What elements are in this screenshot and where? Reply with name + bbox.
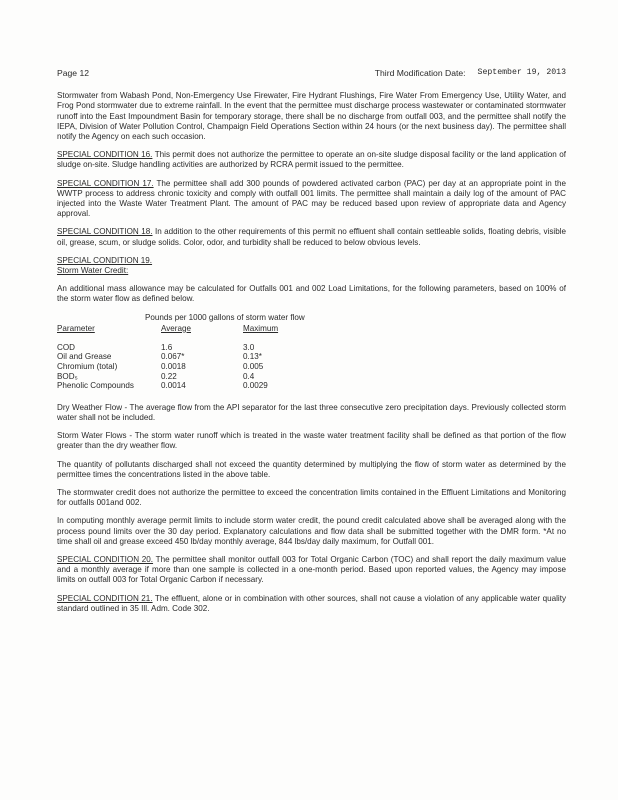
sc16-text: This permit does not authorize the permittee to operate an on-site sludge disposal facility or the land application of sludge on-site. Sludge handling activities are authorized by RCRA permit issued to the permittee. [57, 150, 566, 170]
sc19-label: SPECIAL CONDITION 19. [57, 255, 153, 265]
sc17-text: The permittee shall add 300 pounds of powdered activated carbon (PAC) per day at an appropriate point in the WWTP process to address chronic toxicity and comply with outfall 001 limits. The permittee shall maintain a daily log of the amount of PAC injected into the Waste Water Treatment Plant. The amount of PAC may be reduced based upon review of appropriate data and Agency approval. [57, 178, 566, 219]
sc16-label: SPECIAL CONDITION 16. [57, 150, 153, 160]
sc17-label: SPECIAL CONDITION 17. [57, 178, 154, 188]
sc21-text: The effluent, alone or in combination with other sources, shall not cause a violation of any applicable water quality standard outlined in 35 Ill. Adm. Code 302. [57, 593, 566, 613]
special-condition-20 [57, 555, 566, 586]
sc20-label: SPECIAL CONDITION 20. [57, 555, 154, 565]
header-maximum: Maximum [243, 323, 279, 333]
modification-date: September 19, 2013 [477, 68, 566, 77]
cell-maximum: 0.005 [243, 362, 264, 372]
cell-maximum: 0.13* [243, 352, 262, 362]
table-row [57, 352, 333, 362]
cell-parameter: Chromium (total) [57, 362, 118, 372]
dry-weather-flow-definition: Dry Weather Flow - The average flow from the API separator for the last three consecutive zero precipitation days. Previously collected storm water shall not be included. [57, 402, 566, 423]
table-caption: Pounds per 1000 gallons of storm water flow [145, 312, 305, 322]
table-row [57, 381, 333, 391]
credit-limitation-paragraph: The stormwater credit does not authorize the permittee to exceed the concentration limits contained in the Effluent Limitations and Monitoring for outfalls 001and 002. [57, 488, 566, 508]
sc20-text: The permittee shall monitor outfall 003 for Total Organic Carbon (TOC) and shall report the daily maximum value and a monthly average if more than one sample is collected in a one-month period. Based upon reported values, the Agency may impose limits on outfall 003 for Total Organic Carbon if necessary. [57, 555, 566, 585]
storm-water-credit-table [57, 324, 333, 391]
cell-parameter: Phenolic Compounds [57, 381, 134, 391]
table-row [57, 362, 333, 372]
storm-water-flows-definition: Storm Water Flows - The storm water runoff which is treated in the waste water treatment facility shall be defined as that portion of the flow greater than the dry weather flow. [57, 431, 566, 451]
cell-parameter: COD [57, 342, 75, 352]
table-row [57, 343, 333, 353]
cell-average: 1.6 [161, 342, 173, 352]
cell-maximum: 0.0029 [243, 381, 268, 391]
modification-info [375, 68, 566, 78]
special-condition-21 [57, 594, 566, 614]
table-header-row [57, 324, 333, 334]
cell-parameter: BOD₅ [57, 371, 78, 381]
sc19-subtitle: Storm Water Credit: [57, 266, 129, 276]
page-number: Page 12 [57, 68, 90, 78]
mass-allowance-intro: An additional mass allowance may be calculated for Outfalls 001 and 002 Load Limitations, for the following parameters, based on 100% of the storm water flow as defined below. [57, 284, 566, 304]
sc18-text: In addition to the other requirements of this permit no effluent shall contain settleable solids, floating debris, visible oil, grease, scum, or sludge solids. Color, odor, and turbidity shall be reduced to below obvious levels. [57, 227, 566, 247]
pollutant-quantity-paragraph: The quantity of pollutants discharged shall not exceed the quantity determined by multiplying the flow of storm water as determined by the permittee times the concentrations listed in the above table. [57, 459, 566, 479]
special-condition-17 [57, 179, 566, 220]
paragraph-stormwater-sources: Stormwater from Wabash Pond, Non-Emergency Use Firewater, Fire Hydrant Flushings, Fire Water From Emergency Use, Utility Water, and Frog Pond stormwater due to extreme rainfall. In the event that the permittee must discharge process wastewater or contaminated stormwater runoff into the East Impoundment Basin for temporary storage, there shall be no discharge from outfall 003, and the permittee shall notify the IEPA, Division of Water Pollution Control, Champaign Field Operations Section within 24 hours (or the next business day). The permittee shall notify the Agency on each such occasion. [57, 91, 566, 142]
special-condition-18 [57, 227, 566, 247]
cell-maximum: 0.4 [243, 371, 255, 381]
cell-average: 0.0018 [161, 362, 186, 372]
header-parameter: Parameter [57, 323, 95, 333]
sc18-label: SPECIAL CONDITION 18. [57, 227, 153, 237]
cell-average: 0.22 [161, 371, 177, 381]
table-spacer-row [57, 334, 333, 343]
cell-average: 0.067* [161, 352, 185, 362]
computing-averages-paragraph: In computing monthly average permit limits to include storm water credit, the pound credit calculated above shall be averaged along with the process pound limits over the 30 day period. Explanatory calculations and flow data shall be submitted together with the DMR form. *At no time shall oil and grease exceed 450 lb/day monthly average, 844 lbs/day daily maximum, for Outfall 001. [57, 516, 566, 546]
table-row [57, 372, 333, 382]
cell-maximum: 3.0 [243, 342, 255, 352]
sc21-label: SPECIAL CONDITION 21. [57, 593, 153, 603]
modification-label: Third Modification Date: [374, 68, 466, 78]
special-condition-16 [57, 150, 566, 170]
page-header [57, 68, 566, 78]
cell-average: 0.0014 [161, 381, 186, 391]
cell-parameter: Oil and Grease [57, 352, 112, 362]
header-average: Average [161, 323, 191, 333]
